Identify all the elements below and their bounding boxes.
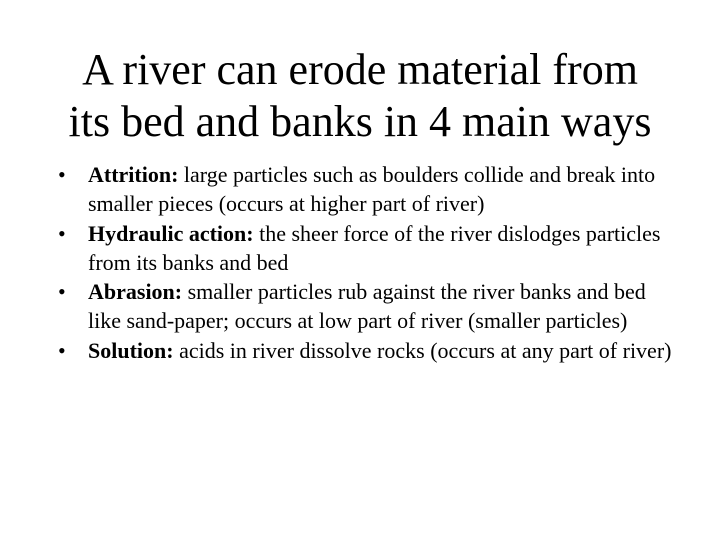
bullet-text: the sheer force of the river dislodges particles from its banks and bed bbox=[88, 220, 661, 275]
bullet-item-solution bbox=[58, 336, 676, 365]
slide-title-line-2: its bed and banks in 4 main ways bbox=[68, 97, 652, 146]
bullet-term: Solution: bbox=[88, 337, 174, 363]
bullet-term: Abrasion: bbox=[88, 279, 183, 305]
bullet-item-hydraulic-action bbox=[58, 219, 676, 278]
bullet-term: Hydraulic action: bbox=[88, 220, 254, 246]
slide-title bbox=[30, 44, 690, 148]
bullet-text: large particles such as boulders collide and break into smaller pieces (occurs at higher part of river) bbox=[88, 162, 656, 217]
bullet-item-abrasion bbox=[58, 277, 676, 336]
bullet-item-attrition bbox=[58, 160, 676, 219]
bullet-text: acids in river dissolve rocks (occurs at any part of river) bbox=[173, 337, 672, 363]
bullet-list bbox=[58, 160, 676, 365]
bullet-text: smaller particles rub against the river banks and bed like sand-paper; occurs at low part of river (smaller particles) bbox=[88, 279, 646, 334]
bullet-dot-icon: • bbox=[58, 279, 66, 305]
bullet-dot-icon: • bbox=[58, 337, 66, 363]
bullet-dot-icon: • bbox=[58, 162, 66, 187]
bullet-term: Attrition: bbox=[88, 162, 179, 187]
slide-title-line-1: A river can erode material from bbox=[82, 45, 638, 94]
bullet-dot-icon: • bbox=[58, 220, 66, 246]
